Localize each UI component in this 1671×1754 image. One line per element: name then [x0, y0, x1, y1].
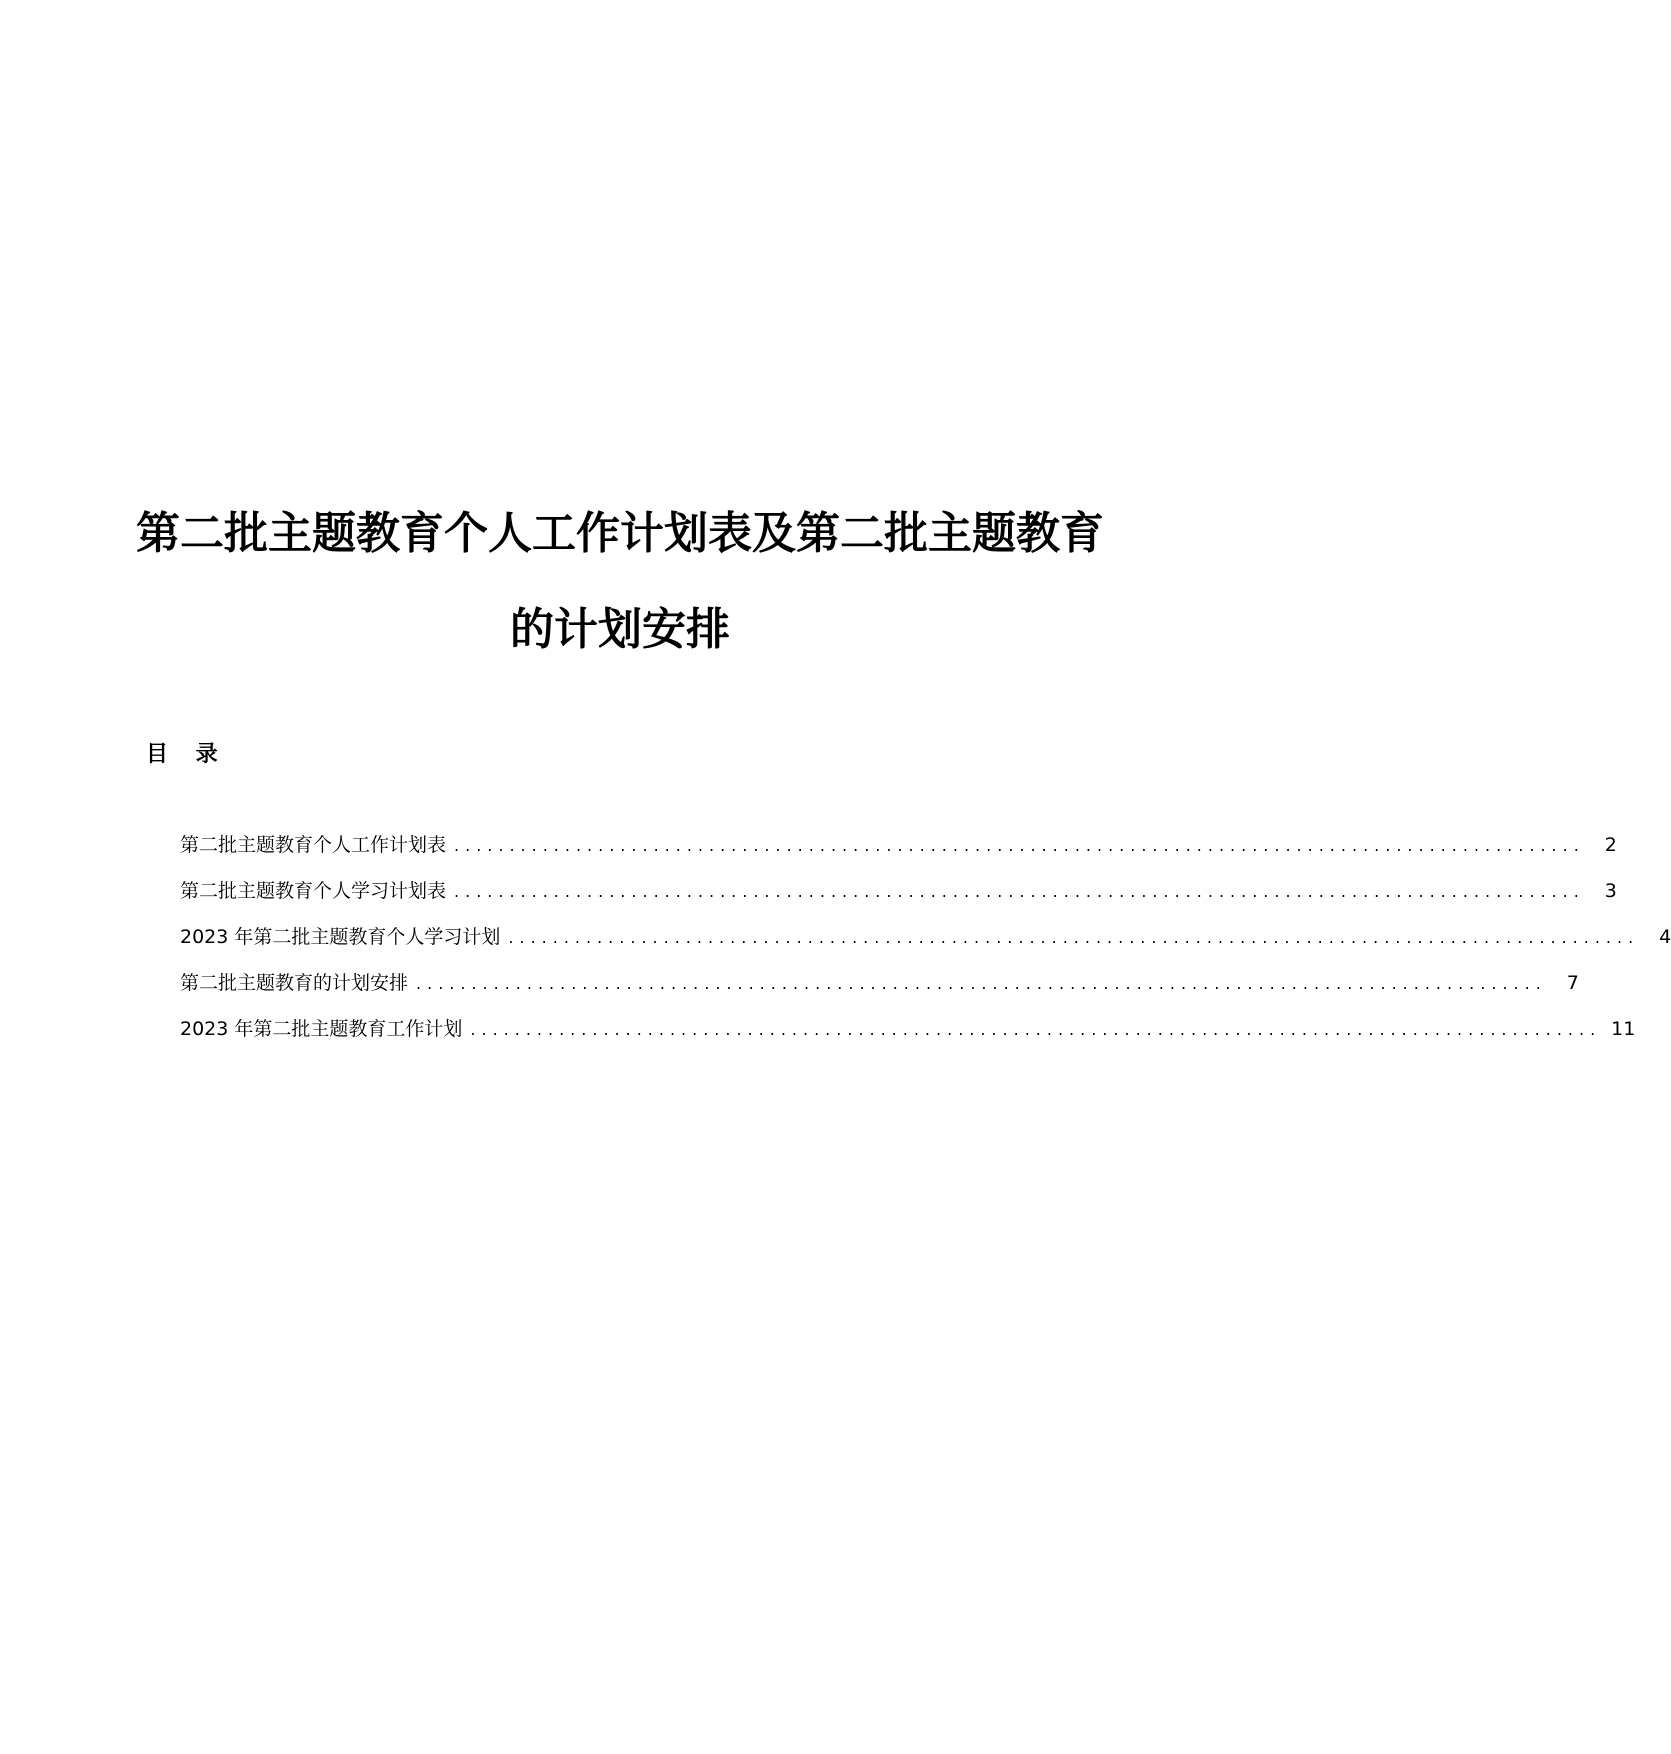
- toc-entry[interactable]: [180, 922, 1671, 968]
- toc-leader-dots: ......................................................................................................: [508, 928, 1640, 947]
- toc-leader-dots: ......................................................................................................: [470, 1020, 1602, 1039]
- toc-leader-dots: ......................................................................................................: [416, 974, 1547, 993]
- document-title-line-2: 的计划安排: [510, 604, 730, 655]
- toc-heading: 目 录: [146, 742, 228, 767]
- toc-entry-page: 3: [1604, 880, 1617, 902]
- toc-entry-page: 2: [1604, 834, 1617, 856]
- toc-entry-text: 第二批主题教育个人工作计划表: [180, 834, 447, 856]
- toc-entry-page: 11: [1611, 1018, 1636, 1040]
- toc-entry-text: 2023 年第二批主题教育个人学习计划: [180, 926, 501, 948]
- toc-list: [180, 830, 1671, 1060]
- toc-entry-page: 7: [1566, 972, 1579, 994]
- document-title-line-1: 第二批主题教育个人工作计划表及第二批主题教育: [136, 508, 1104, 559]
- toc-entry[interactable]: [180, 1014, 1636, 1060]
- toc-entry-page: 4: [1659, 926, 1671, 948]
- toc-entry-text: 第二批主题教育个人学习计划表: [180, 880, 447, 902]
- toc-entry[interactable]: [180, 830, 1617, 876]
- toc-leader-dots: ......................................................................................................: [454, 836, 1585, 855]
- toc-entry[interactable]: [180, 968, 1579, 1014]
- toc-entry-text: 2023 年第二批主题教育工作计划: [180, 1018, 463, 1040]
- toc-entry-text: 第二批主题教育的计划安排: [180, 972, 409, 994]
- toc-entry[interactable]: [180, 876, 1617, 922]
- toc-leader-dots: ......................................................................................................: [454, 882, 1585, 901]
